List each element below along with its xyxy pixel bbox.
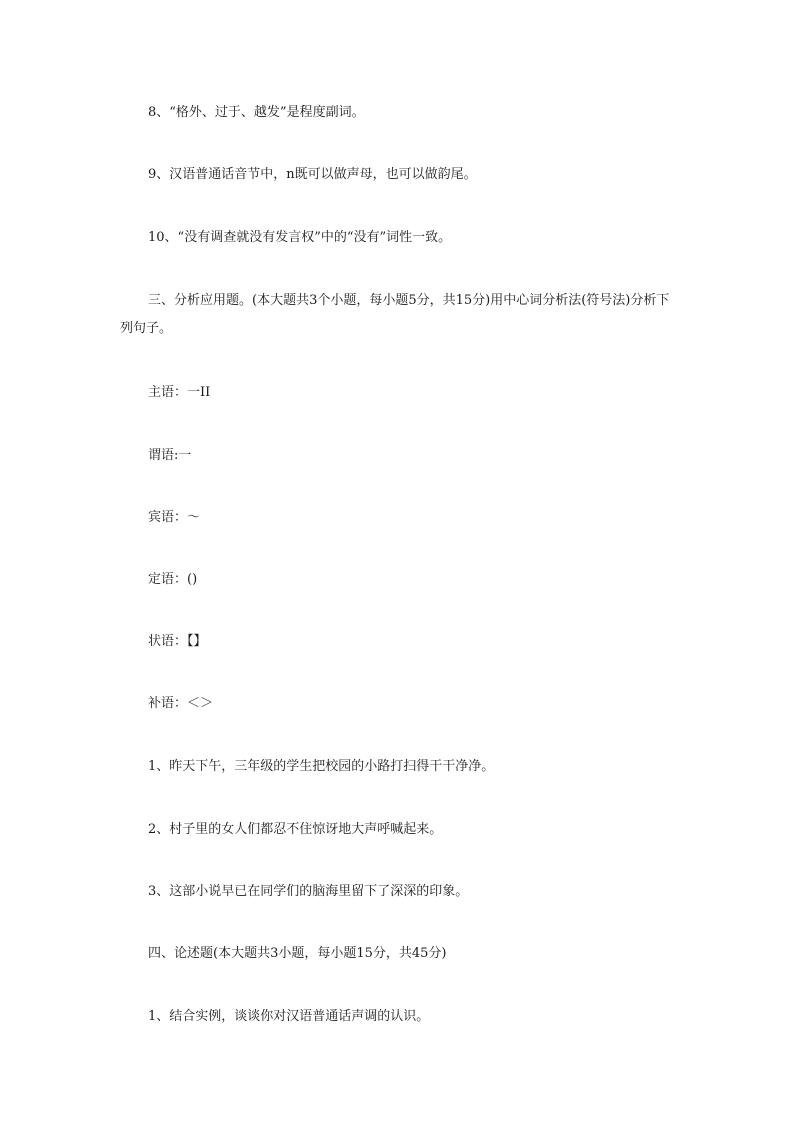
symbol-adverbial: 状语：【】 bbox=[148, 634, 207, 649]
symbol-object: 宾语：～ bbox=[148, 510, 201, 525]
question-8: 8、“格外、过于、越发”是程度副词。 bbox=[148, 105, 365, 120]
sentence-1: 1、昨天下午，三年级的学生把校园的小路打扫得干干净净。 bbox=[148, 759, 495, 774]
sentence-3: 3、这部小说早已在同学们的脑海里留下了深深的印象。 bbox=[148, 884, 469, 899]
sentence-2: 2、村子里的女人们都忍不住惊讶地大声呼喊起来。 bbox=[148, 822, 443, 837]
section-3-heading: 三、分析应用题。(本大题共3个小题，每小题5分，共15分)用中心词分析法(符号法)分析下列句子。 bbox=[120, 293, 670, 336]
question-10: 10、“没有调查就没有发言权”中的“没有”词性一致。 bbox=[148, 230, 452, 245]
symbol-predicate: 谓语:一 bbox=[148, 448, 192, 463]
symbol-subject: 主语：一II bbox=[148, 385, 211, 400]
question-9: 9、汉语普通话音节中，n既可以做声母，也可以做韵尾。 bbox=[148, 167, 477, 182]
section-4-heading: 四、论述题(本大题共3小题，每小题15分，共45分) bbox=[148, 946, 447, 961]
symbol-attributive: 定语：() bbox=[148, 572, 198, 587]
essay-question-1: 1、结合实例，谈谈你对汉语普通话声调的认识。 bbox=[148, 1009, 430, 1024]
symbol-complement: 补语：＜＞ bbox=[148, 696, 214, 711]
